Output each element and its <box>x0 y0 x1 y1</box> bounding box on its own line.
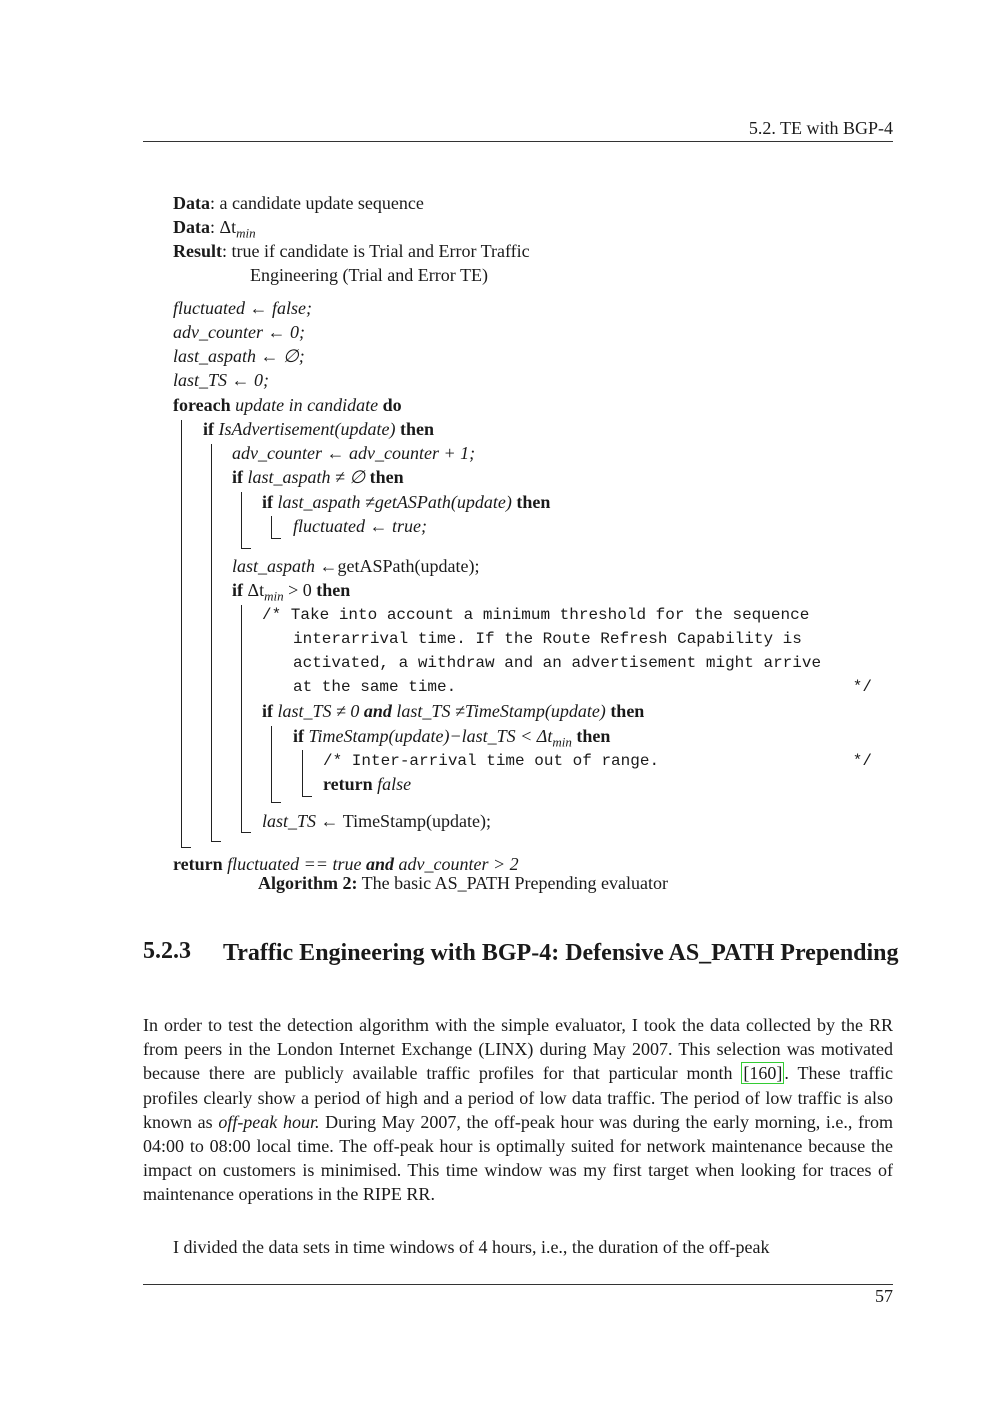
result-line <box>173 240 530 262</box>
final-return-line <box>173 853 519 875</box>
keyword: then <box>571 726 611 746</box>
keyword: if <box>203 419 214 439</box>
expression: fluctuated == true <box>222 854 366 874</box>
running-header: 5.2. TE with BGP-4 <box>748 118 893 138</box>
set-fluctuated-line: fluctuated ← true; <box>293 516 427 536</box>
if-last-ts-line <box>262 700 644 722</box>
if-aspath-changed-line <box>262 491 550 513</box>
data-label: Data <box>173 193 210 213</box>
expression: update in candidate <box>230 395 383 415</box>
comment-end-2: */ <box>852 752 872 770</box>
expression: last_aspath ≠getASPath(update) <box>273 492 517 512</box>
comment-line-1: /* Take into account a minimum threshold for the sequence <box>262 606 810 624</box>
update-aspath-line <box>232 555 480 577</box>
emphasized-term: off-peak hour. <box>218 1111 320 1132</box>
expression: IsAdvertisement(update) <box>214 419 400 439</box>
algo-line-4: last_TS ← 0; <box>173 370 270 390</box>
expression: ←getASPath(update); <box>315 556 480 576</box>
keyword: then <box>369 467 404 487</box>
keyword: and <box>365 854 394 874</box>
comment-line-4: at the same time. <box>293 678 457 696</box>
algo-line-1: fluctuated ← false; <box>173 298 312 318</box>
comment-line-2: interarrival time. If the Route Refresh Capability is <box>293 630 802 648</box>
value: false <box>372 774 412 794</box>
expression: Δt <box>243 580 265 600</box>
if-aspath-nonempty-line <box>232 466 404 488</box>
algo-line-3: last_aspath ← ∅; <box>173 346 305 366</box>
subscript: min <box>264 588 284 604</box>
keyword: return <box>323 774 373 794</box>
expression: TimeStamp(update)−last_TS < Δt <box>304 726 553 746</box>
return-false-line <box>323 773 411 795</box>
section-title: Traffic Engineering with BGP-4: Defensive AS_PATH Prepending <box>223 940 899 966</box>
if-deltat-block-end <box>241 832 251 833</box>
paragraph-text: In order to test the detection algorithm with the simple evaluator, I took the data collected by the RR from peers in the London Internet Exchange (LINX) during May 2007. This selection was motivated because there are publicly available traffic profiles for that particular month <box>143 1015 893 1084</box>
section-number: 5.2.3 <box>143 938 191 964</box>
comment-line-3: activated, a withdraw and an advertisement might arrive <box>293 654 822 672</box>
update-timestamp-line <box>262 810 491 832</box>
foreach-line <box>173 394 402 416</box>
increment-counter-line: adv_counter ← adv_counter + 1; <box>232 443 476 463</box>
if-advertisement-line <box>203 418 434 440</box>
citation-link[interactable]: [160] <box>743 1063 783 1084</box>
keyword: then <box>610 701 645 721</box>
paragraph-2: I divided the data sets in time windows of 4 hours, i.e., the duration of the off-peak <box>173 1237 770 1257</box>
variable: last_aspath <box>232 556 316 576</box>
if-aspath-block-bar <box>241 492 242 548</box>
foreach-block-end <box>181 847 191 848</box>
if-aspath-changed-block-end <box>271 538 281 539</box>
keyword: then <box>316 580 351 600</box>
if-timestamp-block-bar <box>302 750 303 796</box>
keyword: if <box>293 726 304 746</box>
result-line-continued: Engineering (Trial and Error TE) <box>250 265 488 285</box>
subscript: min <box>236 225 256 241</box>
if-aspath-changed-block-bar <box>271 516 272 538</box>
expression: adv_counter > 2 <box>393 854 519 874</box>
algo-line-2: adv_counter ← 0; <box>173 322 305 342</box>
keyword: foreach <box>173 395 231 415</box>
subscript: min <box>552 734 572 750</box>
caption-text: The basic AS_PATH Prepending evaluator <box>357 873 668 893</box>
if-last-ts-block-end <box>271 802 281 803</box>
data-text: : Δt <box>210 217 237 237</box>
comment-out-of-range: /* Inter-arrival time out of range. <box>323 752 660 770</box>
expression: last_TS ≠TimeStamp(update) <box>391 701 611 721</box>
keyword: if <box>232 580 243 600</box>
keyword: if <box>262 701 273 721</box>
expression: last_TS ≠ 0 <box>273 701 364 721</box>
paragraph-text: . These traffic profiles clearly show a period of high and a period of low data traffic. The period of low traffic is also known as <box>143 1063 893 1132</box>
foreach-block-bar <box>181 420 182 847</box>
if-advertisement-block-end <box>211 841 221 842</box>
footer-rule <box>143 1284 893 1285</box>
keyword: return <box>173 854 223 874</box>
caption-label: Algorithm 2: <box>258 873 358 893</box>
keyword: then <box>516 492 551 512</box>
paragraph-1 <box>143 1013 893 1207</box>
expression: last_aspath ≠ ∅ <box>243 467 370 487</box>
result-label: Result <box>173 241 222 261</box>
result-text: : true if candidate is Trial and Error Traffic <box>222 241 530 261</box>
if-last-ts-block-bar <box>271 726 272 802</box>
expression: ← TimeStamp(update); <box>316 811 492 831</box>
variable: last_TS <box>262 811 317 831</box>
algorithm-caption <box>258 873 668 894</box>
if-advertisement-block-bar <box>211 444 212 841</box>
keyword: and <box>363 701 392 721</box>
if-deltat-block-bar <box>241 605 242 832</box>
expression: > 0 <box>283 580 317 600</box>
data-text: : a candidate update sequence <box>210 193 424 213</box>
data-line-1 <box>173 192 424 214</box>
keyword: do <box>382 395 402 415</box>
keyword: if <box>232 467 243 487</box>
if-timestamp-block-end <box>302 796 312 797</box>
data-label: Data <box>173 217 210 237</box>
comment-end-1: */ <box>852 678 872 696</box>
page-number: 57 <box>875 1286 893 1306</box>
keyword: if <box>262 492 273 512</box>
if-aspath-block-end <box>241 548 251 549</box>
paragraph-text: During May 2007, the off-peak hour was during the early morning, i.e., from 04:00 to 08:00 local time. The off-peak hour is optimally suited for network maintenance because the impact on customers is minimised. This time window was my first target when looking for traces of maintenance operations in the RIPE RR. <box>143 1111 893 1205</box>
keyword: then <box>399 419 434 439</box>
